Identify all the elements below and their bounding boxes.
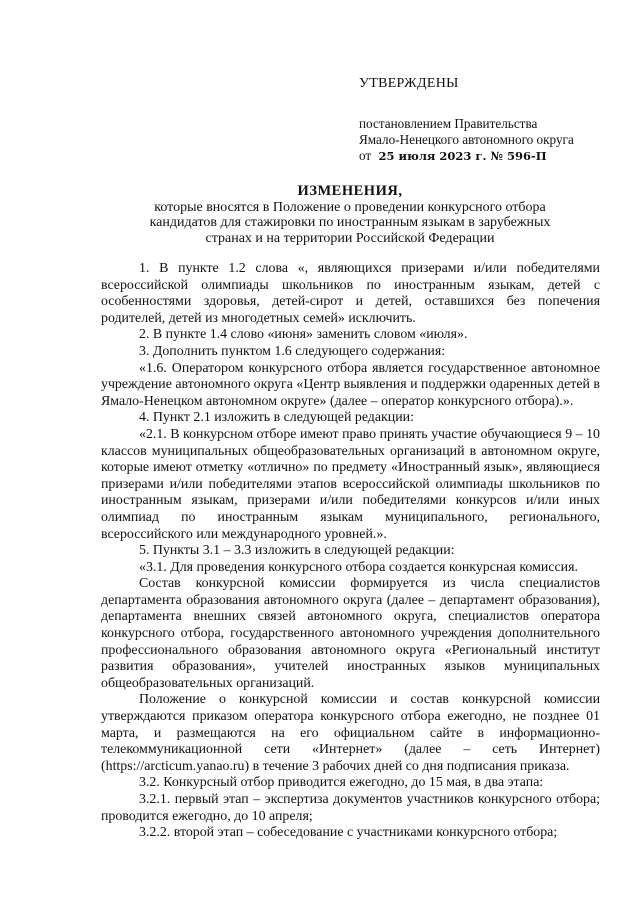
approval-block (359, 76, 619, 164)
paragraph-6: «2.1. В конкурсном отборе имеют право принять участие обучающиеся 9 – 10 классов муниципальных общеобразовательных организаций в автономном округе, которые имеют отметку «отлично» по предмету «Иностранный язык», являющиеся призерами и/или победителями этапов всероссийской олимпиады школьников по иностранным языкам, призерами и/или победителями конкурсов и/или иных олимпиад по иностранным языкам муниципального, регионального, всероссийского или международного уровней.». (101, 426, 600, 542)
title-line-3: странах и на территории Российской Федерации (205, 230, 495, 246)
approval-date-prefix: от (359, 148, 372, 163)
paragraph-12: 3.2.1. первый этап – экспертиза документов участников конкурсного отбора; проводится ежегодно, до 10 апреля; (101, 792, 600, 824)
paragraph-10: Положение о конкурсной комиссии и состав конкурсной комиссии утверждаются приказом оператора конкурсного отбора ежегодно, не позднее 01 марта, и размещаются на его официальном сайте в информационно-телекоммуникационной сети «Интернет» (далее – сеть Интернет) (https://arcticum.yanao.ru) в течение 3 рабочих дней со дня подписания приказа. (101, 692, 600, 774)
paragraph-9: Состав конкурсной комиссии формируется из числа специалистов департамента образования автономного округа (далее – департамент образования), департамента внешних связей автономного округа, специалистов оператора конкурсного отбора, государственного автономного учреждения дополнительного профессионального образования автономного округа «Региональный институт развития образования», учителей иностранных языков муниципальных общеобразовательных организаций. (101, 576, 600, 691)
paragraph-1: 1. В пункте 1.2 слова «, являющихся призерами и/или победителями всероссийской олимпиады школьников по иностранным языкам, детей с особенностями здоровья, детей-сирот и детей, оставшихся без попечения родителей, детей из многодетных семей» исключить. (101, 261, 600, 326)
document-title (100, 184, 600, 246)
paragraph-4: «1.6. Оператором конкурсного отбора является государственное автономное учреждение автономного округа «Центр выявления и поддержки одаренных детей в Ямало-Ненецком автономном округе» (далее – оператор конкурсного отбора).». (101, 360, 600, 409)
paragraph-8: «3.1. Для проведения конкурсного отбора создается конкурсная комиссия. (139, 559, 578, 575)
paragraph-13: 3.2.2. второй этап – собеседование с участниками конкурсного отбора; (139, 825, 558, 841)
paragraph-11: 3.2. Конкурсный отбор приводится ежегодно, до 15 мая, в два этапа: (139, 775, 544, 791)
paragraph-5: 4. Пункт 2.1 изложить в следующей редакции: (139, 410, 414, 426)
title-heading: ИЗМЕНЕНИЯ, (297, 183, 403, 199)
document-body (101, 261, 600, 842)
paragraph-7: 5. Пункты 3.1 – 3.3 изложить в следующей редакции: (139, 543, 455, 559)
approval-date-stamp: 25 июля 2023 г. № 596-П (378, 149, 547, 163)
paragraph-2: 2. В пункте 1.4 слово «июня» заменить словом «июля». (139, 327, 468, 343)
title-line-2: кандидатов для стажировки по иностранным языкам в зарубежных (149, 215, 551, 230)
paragraph-3: 3. Дополнить пунктом 1.6 следующего содержания: (139, 343, 446, 359)
approval-heading: УТВЕРЖДЕНЫ (359, 76, 459, 91)
approval-line-2: Ямало-Ненецкого автономного округа (359, 132, 574, 147)
approval-date-line (359, 148, 619, 164)
title-line-1: которые вносятся в Положение о проведении конкурсного отбора (154, 199, 546, 215)
approval-line-1: постановлением Правительства (359, 116, 538, 131)
